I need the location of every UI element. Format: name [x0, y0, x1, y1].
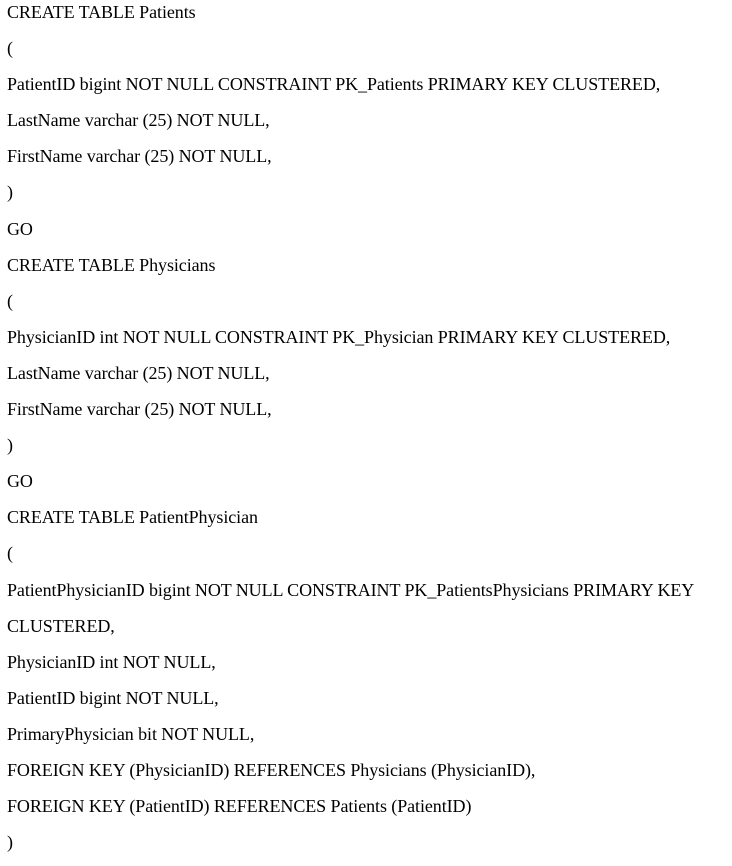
sql-line: LastName varchar (25) NOT NULL, — [7, 110, 270, 131]
sql-line: PrimaryPhysician bit NOT NULL, — [7, 723, 255, 744]
sql-line: PatientID bigint NOT NULL, — [7, 687, 219, 708]
sql-line: ) — [7, 832, 13, 853]
sql-line: FirstName varchar (25) NOT NULL, — [7, 399, 272, 420]
sql-line: FirstName varchar (25) NOT NULL, — [7, 146, 272, 167]
sql-line: GO — [7, 471, 33, 492]
sql-line: ) — [7, 182, 13, 203]
sql-line: FOREIGN KEY (PatientID) REFERENCES Patients (PatientID) — [7, 796, 472, 817]
sql-line: ( — [7, 290, 13, 311]
sql-line: PatientPhysicianID bigint NOT NULL CONSTRAINT PK_PatientsPhysicians PRIMARY KEY — [7, 579, 695, 600]
sql-line: LastName varchar (25) NOT NULL, — [7, 362, 270, 383]
sql-line: CLUSTERED, — [7, 615, 115, 636]
sql-line: ( — [7, 38, 13, 59]
sql-line: CREATE TABLE PatientPhysician — [7, 507, 258, 528]
sql-line: PhysicianID int NOT NULL CONSTRAINT PK_Physician PRIMARY KEY CLUSTERED, — [7, 326, 671, 347]
sql-line: CREATE TABLE Physicians — [7, 254, 216, 275]
sql-line: GO — [7, 218, 33, 239]
sql-line: ( — [7, 543, 13, 564]
sql-line: PhysicianID int NOT NULL, — [7, 651, 216, 672]
sql-line: ) — [7, 435, 13, 456]
sql-line: FOREIGN KEY (PhysicianID) REFERENCES Physicians (PhysicianID), — [7, 759, 536, 780]
sql-document — [7, 0, 727, 866]
sql-line: CREATE TABLE Patients — [7, 2, 196, 22]
sql-line: PatientID bigint NOT NULL CONSTRAINT PK_Patients PRIMARY KEY CLUSTERED, — [7, 74, 661, 95]
